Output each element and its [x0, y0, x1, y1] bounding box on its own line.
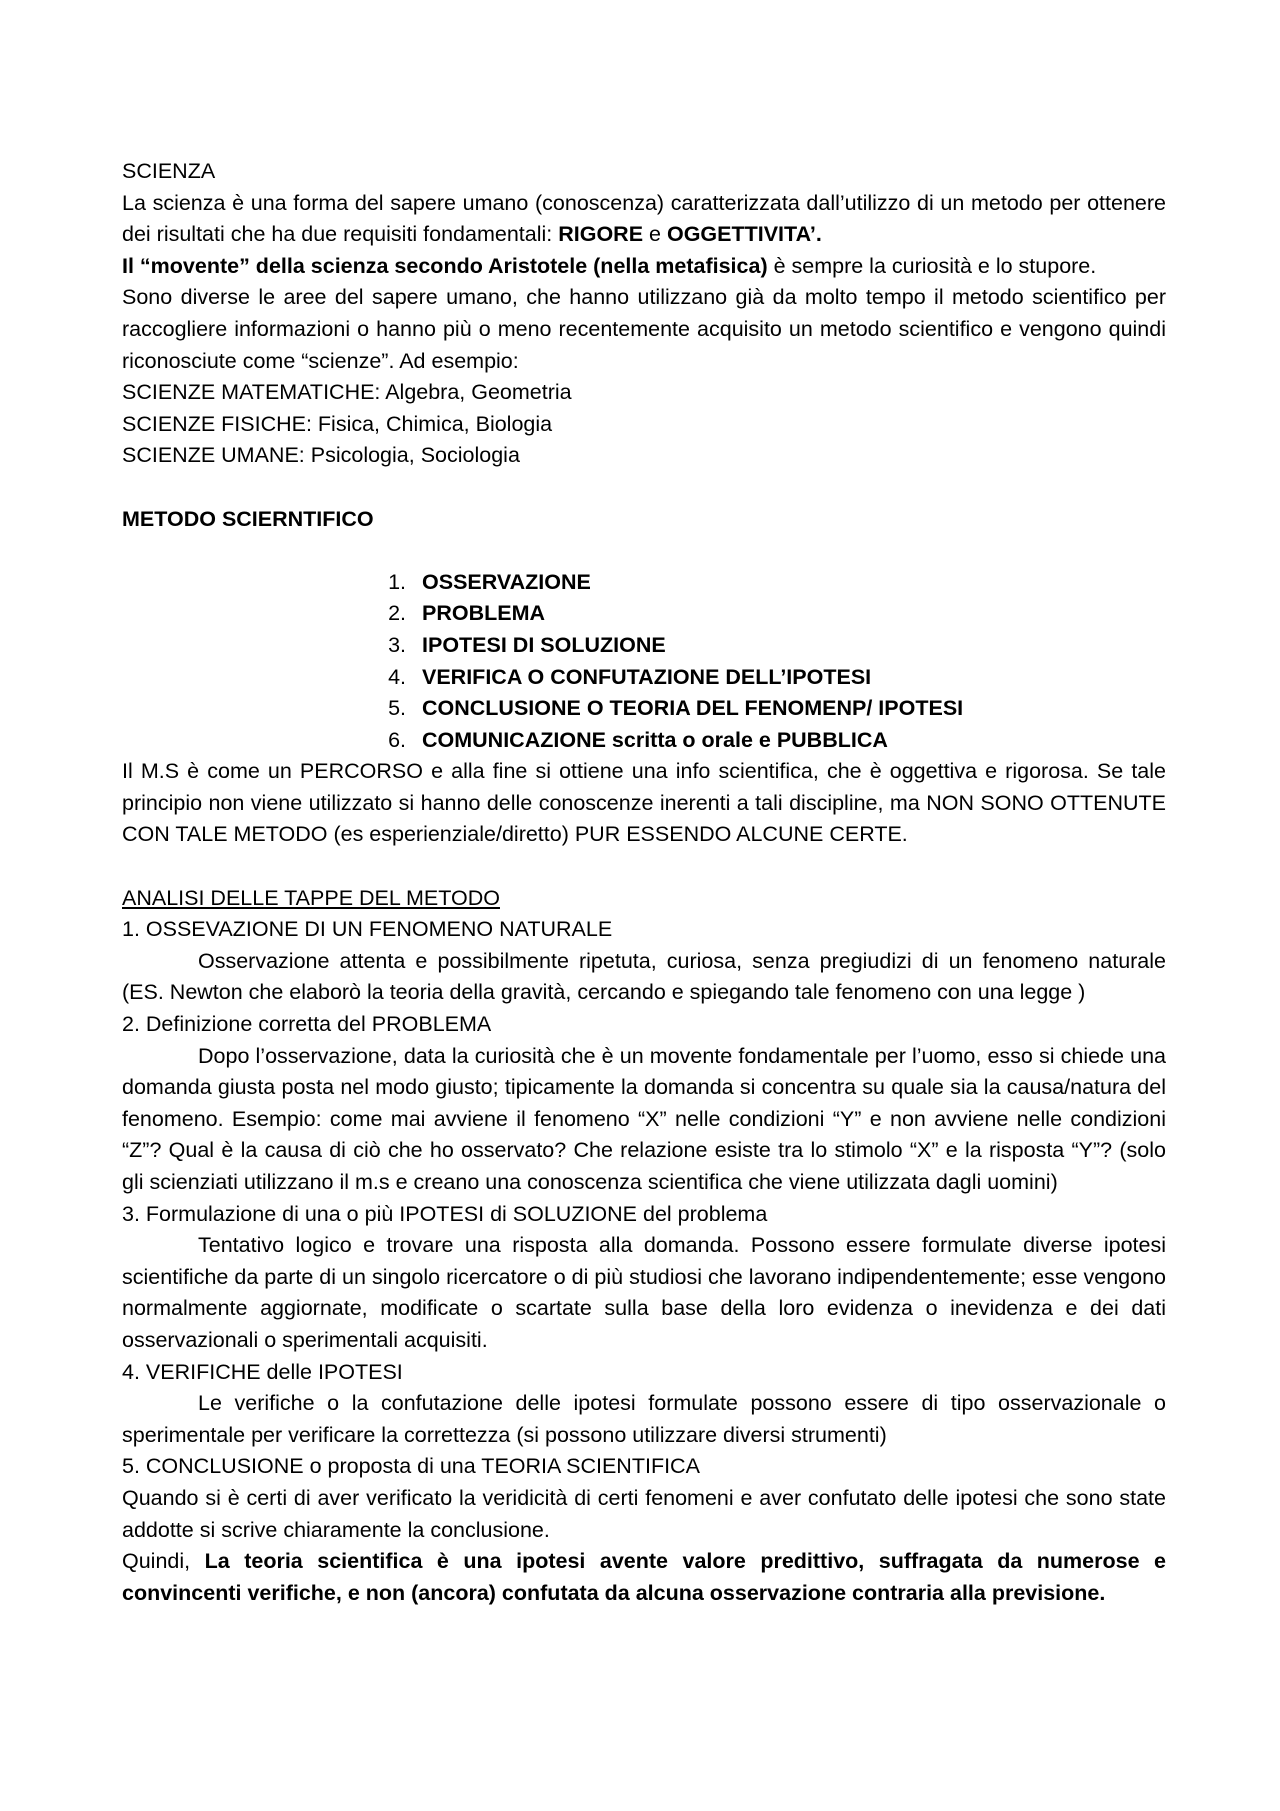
step-label: VERIFICA O CONFUTAZIONE DELL’IPOTESI [422, 664, 872, 689]
step-4-title: 4. VERIFICHE delle IPOTESI [122, 1359, 403, 1384]
step-label: PROBLEMA [422, 601, 546, 626]
step-5-title: 5. CONCLUSIONE o proposta di una TEORIA SCIENTIFICA [122, 1454, 700, 1479]
step-label: CONCLUSIONE O TEORIA DEL FENOMENP/ IPOTESI [422, 696, 964, 721]
intro-text: La scienza è una forma del sapere umano (conoscenza) caratterizzata dall’utilizzo di un metodo per ottenere dei risultati che ha due requisiti fondamentali: [122, 190, 1166, 247]
final-lead: Quindi, [122, 1549, 205, 1574]
list-item [366, 598, 1166, 630]
step-1-text: Osservazione attenta e possibilmente ripetuta, curiosa, senza pregiudizi di un fenomeno naturale (ES. Newton che elaborò la teoria della gravità, cercando e spiegando tale fenomeno con una legge ) [122, 948, 1166, 1005]
step-number: 3. [388, 632, 406, 657]
step-2-text: Dopo l’osservazione, data la curiosità che è un movente fondamentale per l’uomo, esso si chiede una domanda giusta posta nel modo giusto; tipicamente la domanda si concentra su quale sia la causa/natura del fenomeno. Esempio: come mai avviene il fenomeno “X” nelle condizioni “Y” e non avviene nelle condizioni “Z”? Qual è la causa di ciò che ho osservato? Che relazione esiste tra lo stimolo “X” e la risposta “Y”? (solo gli scienziati utilizzano il m.s e creano una conoscenza scientifica che viene utilizzata dagli uomini) [122, 1043, 1166, 1194]
example-line: SCIENZE MATEMATICHE: Algebra, Geometria [122, 380, 572, 405]
list-item [366, 662, 1166, 694]
step-1-title: 1. OSSEVAZIONE DI UN FENOMENO NATURALE [122, 917, 613, 942]
final-paragraph [122, 1546, 1166, 1609]
rigore-term: RIGORE [558, 222, 644, 247]
step-3-text: Tentativo logico e trovare una risposta alla domanda. Possono essere formulate diverse ipotesi scientifiche da parte di un singolo ricercatore o di più studiosi che lavorano indipendentemente; esse vengono normalmente aggiornate, modificate o scartate sulla base della loro evidenza o inevidenza e dei dati osservazionali o sperimentali acquisiti. [122, 1233, 1166, 1352]
aristotele-statement: Il “movente” della scienza secondo Aristotele (nella metafisica) [122, 253, 768, 278]
example-line: SCIENZE FISICHE: Fisica, Chimica, Biologia [122, 411, 553, 436]
oggettivita-term: OGGETTIVITA’. [666, 222, 822, 247]
example-line: SCIENZE UMANE: Psicologia, Sociologia [122, 443, 520, 468]
step-2-title: 2. Definizione corretta del PROBLEMA [122, 1012, 492, 1037]
step-3-title: 3. Formulazione di una o più IPOTESI di SOLUZIONE del problema [122, 1201, 768, 1226]
aristotele-rest: è sempre la curiosità e lo stupore. [767, 253, 1097, 278]
step-number: 1. [388, 569, 406, 594]
method-steps-list [122, 567, 1166, 757]
analisi-heading: ANALISI DELLE TAPPE DEL METODO [122, 885, 500, 910]
intro-paragraph-3: Sono diverse le aree del sapere umano, che hanno utilizzano già da molto tempo il metodo scientifico per raccogliere informazioni o hanno più o meno recentemente acquisito un metodo scientifico e vengono quindi riconosciute come “scienze”. Ad esempio: [122, 285, 1166, 373]
step-5-text: Quando si è certi di aver verificato la veridicità di certi fenomeni e aver confutato delle ipotesi che sono state addotte si scrive chiaramente la conclusione. [122, 1485, 1166, 1542]
list-item [366, 567, 1166, 599]
step-number: 5. [388, 696, 406, 721]
step-label: COMUNICAZIONE scritta o orale e PUBBLICA [422, 727, 888, 752]
theory-definition: La teoria scientifica è una ipotesi avente valore predittivo, suffragata da numerose e convincenti verifiche, e non (ancora) confutata da alcuna osservazione contraria alla previsione. [122, 1549, 1166, 1605]
step-number: 6. [388, 727, 406, 752]
metodo-heading: METODO SCIERNTIFICO [122, 506, 374, 531]
list-item [366, 630, 1166, 662]
step-label: IPOTESI DI SOLUZIONE [422, 632, 666, 657]
step-number: 2. [388, 601, 406, 626]
metodo-note: Il M.S è come un PERCORSO e alla fine si ottiene una info scientifica, che è oggettiva e rigorosa. Se tale principio non viene utilizzato si hanno delle conoscenze inerenti a tali discipline, ma NON SONO OTTENUTE CON TALE METODO (es esperienziale/diretto) PUR ESSENDO ALCUNE CERTE. [122, 759, 1166, 847]
doc-title: SCIENZA [122, 159, 216, 183]
intro-paragraph-1 [122, 188, 1166, 251]
list-item [366, 693, 1166, 725]
step-label: OSSERVAZIONE [422, 569, 591, 594]
list-item [366, 725, 1166, 757]
conjunction: e [643, 222, 667, 247]
step-4-text: Le verifiche o la confutazione delle ipotesi formulate possono essere di tipo osservazionale o sperimentale per verificare la correttezza (si possono utilizzare diversi strumenti) [122, 1391, 1166, 1447]
intro-paragraph-2 [122, 251, 1166, 283]
step-number: 4. [388, 664, 406, 689]
